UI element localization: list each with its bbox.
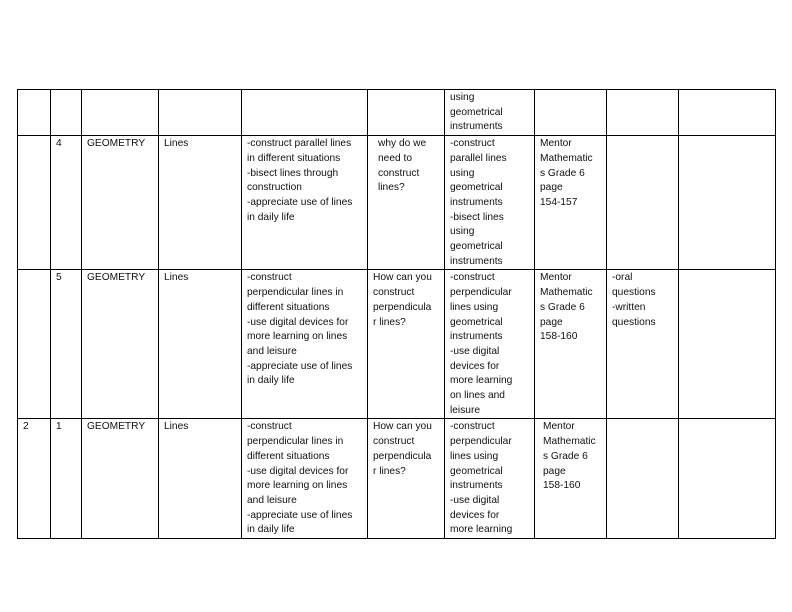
- experiences-cell: [445, 419, 535, 539]
- cell-line: Mentor: [540, 138, 572, 150]
- scheme-of-work-table: [17, 89, 776, 539]
- strand-cell: GEOMETRY: [82, 419, 159, 539]
- cell-line: 154-157: [540, 196, 578, 208]
- cell-line: perpendicular lines in: [247, 287, 344, 299]
- experiences-cell: [445, 136, 535, 270]
- cell-line: questions: [612, 316, 656, 328]
- week-cell: [18, 90, 51, 136]
- outcomes-cell: [242, 90, 368, 136]
- table-row: [18, 90, 776, 136]
- cell-line: why do we: [378, 138, 427, 150]
- cell-line: instruments: [450, 121, 503, 133]
- lesson-cell: 5: [51, 270, 82, 419]
- cell-line: lines using: [450, 301, 499, 313]
- cell-line: in daily life: [247, 375, 295, 387]
- cell-line: more learning on lines: [247, 331, 348, 343]
- cell-line: -appreciate use of lines: [247, 196, 353, 208]
- cell-line: perpendicular lines in: [247, 436, 344, 448]
- cell-line: geometrical: [450, 182, 503, 194]
- week-cell: 2: [18, 419, 51, 539]
- cell-line: using: [450, 167, 475, 179]
- cell-line: -use digital devices for: [247, 465, 349, 477]
- strand-cell: [82, 90, 159, 136]
- cell-line: and leisure: [247, 345, 297, 357]
- cell-line: Mathematic: [540, 152, 593, 164]
- cell-line: -construct: [450, 138, 495, 150]
- cell-line: lines using: [450, 450, 499, 462]
- key-question-cell: [368, 90, 445, 136]
- cell-line: geometrical: [450, 241, 503, 253]
- cell-line: page: [543, 465, 566, 477]
- cell-line: more learning: [450, 375, 513, 387]
- key-question-cell: [368, 419, 445, 539]
- cell-line: construct: [373, 436, 415, 448]
- cell-line: geometrical: [450, 316, 503, 328]
- resources-cell: [535, 419, 607, 539]
- cell-line: leisure: [450, 404, 481, 416]
- experiences-cell: [445, 270, 535, 419]
- cell-line: perpendicula: [373, 450, 432, 462]
- sub-strand-cell: Lines: [159, 136, 242, 270]
- cell-line: more learning on lines: [247, 480, 348, 492]
- cell-line: How can you: [373, 272, 432, 284]
- cell-line: -construct: [450, 272, 495, 284]
- resources-cell: [535, 90, 607, 136]
- cell-line: using: [450, 226, 475, 238]
- key-question-cell: [368, 136, 445, 270]
- table-row: [18, 419, 776, 539]
- outcomes-cell: [242, 419, 368, 539]
- cell-line: s Grade 6: [543, 450, 588, 462]
- cell-line: -construct: [450, 421, 495, 433]
- cell-line: -bisect lines: [450, 211, 504, 223]
- cell-line: -construct: [247, 421, 292, 433]
- assessment-cell: [607, 419, 679, 539]
- remarks-cell: [679, 90, 776, 136]
- cell-line: Mathematic: [540, 287, 593, 299]
- lesson-cell: 1: [51, 419, 82, 539]
- cell-line: parallel lines: [450, 152, 507, 164]
- remarks-cell: [679, 270, 776, 419]
- cell-line: instruments: [450, 480, 503, 492]
- cell-line: -construct parallel lines: [247, 138, 352, 150]
- cell-line: Mentor: [543, 421, 575, 433]
- cell-line: page: [540, 316, 563, 328]
- cell-line: different situations: [247, 450, 330, 462]
- sub-strand-cell: Lines: [159, 270, 242, 419]
- cell-line: -use digital: [450, 494, 500, 506]
- remarks-cell: [679, 419, 776, 539]
- cell-line: r lines?: [373, 316, 406, 328]
- cell-line: perpendicula: [373, 301, 432, 313]
- cell-line: -bisect lines through: [247, 167, 339, 179]
- cell-line: geometrical: [450, 106, 503, 118]
- cell-line: and leisure: [247, 494, 297, 506]
- cell-line: in daily life: [247, 211, 295, 223]
- cell-line: -oral: [612, 272, 633, 284]
- cell-line: devices for: [450, 360, 500, 372]
- cell-line: need to: [378, 152, 412, 164]
- cell-line: 158-160: [543, 480, 581, 492]
- cell-line: -construct: [247, 272, 292, 284]
- cell-line: geometrical: [450, 465, 503, 477]
- cell-line: s Grade 6: [540, 167, 585, 179]
- cell-line: questions: [612, 287, 656, 299]
- assessment-cell: [607, 136, 679, 270]
- table-row: [18, 136, 776, 270]
- table-row: [18, 270, 776, 419]
- cell-line: lines?: [378, 182, 405, 194]
- resources-cell: [535, 270, 607, 419]
- cell-line: -use digital devices for: [247, 316, 349, 328]
- cell-line: -written: [612, 301, 646, 313]
- cell-line: different situations: [247, 301, 330, 313]
- cell-line: construct: [378, 167, 420, 179]
- lesson-cell: 4: [51, 136, 82, 270]
- resources-cell: [535, 136, 607, 270]
- cell-line: more learning: [450, 524, 513, 536]
- lesson-cell: [51, 90, 82, 136]
- cell-line: 158-160: [540, 331, 578, 343]
- cell-line: instruments: [450, 196, 503, 208]
- cell-line: -use digital: [450, 345, 500, 357]
- sub-strand-cell: [159, 90, 242, 136]
- cell-line: Mentor: [540, 272, 572, 284]
- cell-line: perpendicular: [450, 287, 512, 299]
- assessment-cell: [607, 90, 679, 136]
- remarks-cell: [679, 136, 776, 270]
- cell-line: in daily life: [247, 524, 295, 536]
- week-cell: [18, 136, 51, 270]
- cell-line: perpendicular: [450, 436, 512, 448]
- cell-line: s Grade 6: [540, 301, 585, 313]
- strand-cell: GEOMETRY: [82, 136, 159, 270]
- cell-line: instruments: [450, 331, 503, 343]
- cell-line: devices for: [450, 509, 500, 521]
- table-body: [18, 90, 776, 539]
- cell-line: on lines and: [450, 390, 505, 402]
- outcomes-cell: [242, 136, 368, 270]
- cell-line: Mathematic: [543, 436, 596, 448]
- assessment-cell: [607, 270, 679, 419]
- cell-line: construct: [373, 287, 415, 299]
- cell-line: using: [450, 92, 475, 103]
- cell-line: -appreciate use of lines: [247, 360, 353, 372]
- cell-line: -appreciate use of lines: [247, 509, 353, 521]
- cell-line: construction: [247, 182, 302, 194]
- cell-line: instruments: [450, 255, 503, 267]
- cell-line: r lines?: [373, 465, 406, 477]
- cell-line: in different situations: [247, 152, 341, 164]
- week-cell: [18, 270, 51, 419]
- sub-strand-cell: Lines: [159, 419, 242, 539]
- outcomes-cell: [242, 270, 368, 419]
- cell-line: How can you: [373, 421, 432, 433]
- experiences-cell: [445, 90, 535, 136]
- strand-cell: GEOMETRY: [82, 270, 159, 419]
- cell-line: page: [540, 182, 563, 194]
- key-question-cell: [368, 270, 445, 419]
